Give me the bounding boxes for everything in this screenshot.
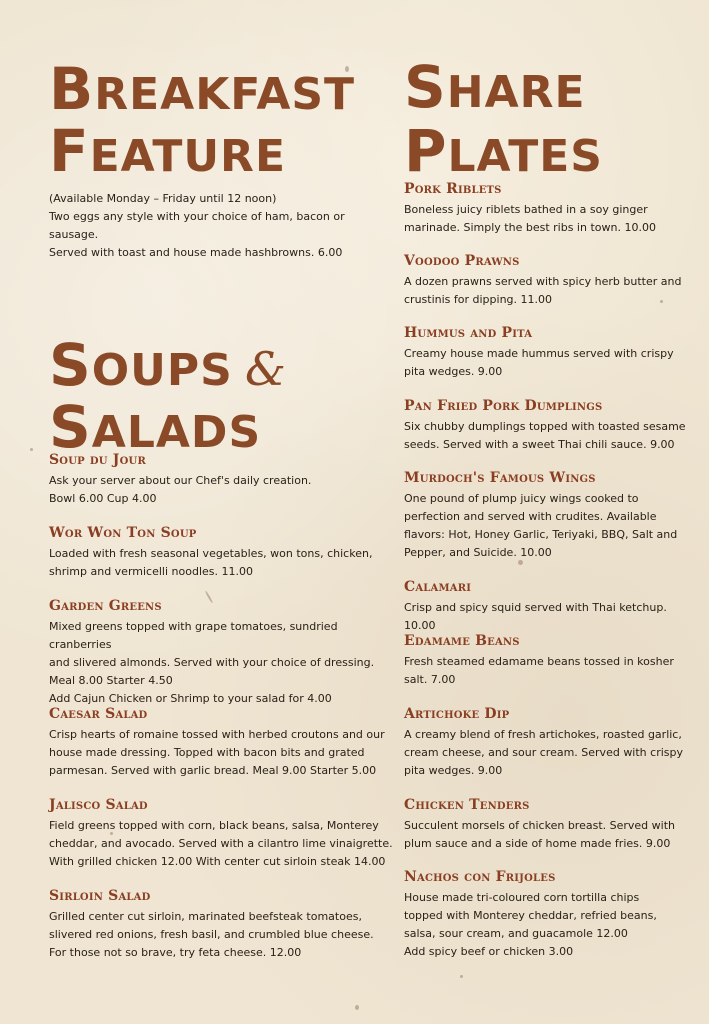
- menu-item-name: Pan Fried Pork Dumplings: [404, 398, 603, 414]
- menu-item-desc: Six chubby dumplings topped with toasted sesame seeds. Served with a sweet Thai chili sauce. 9.00: [404, 420, 686, 451]
- share-item: [404, 253, 694, 309]
- menu-item-name: Caesar Salad: [49, 706, 148, 722]
- share-item: [404, 470, 694, 562]
- menu-item-name: Edamame Beans: [404, 633, 520, 649]
- share-item: [404, 706, 694, 780]
- soup-item: [49, 452, 394, 508]
- menu-item-name: Nachos con Frijoles: [404, 869, 556, 885]
- menu-item-name: Artichoke Dip: [404, 706, 510, 722]
- menu-item-desc: Field greens topped with corn, black beans, salsa, Monterey cheddar, and avocado. Served with a cilantro lime vinaigrette. With grilled chicken 12.00 With center cut sirloin steak 14.00: [49, 819, 393, 868]
- menu-item-desc: Loaded with fresh seasonal vegetables, won tons, chicken, shrimp and vermicelli noodles. 11.00: [49, 547, 373, 578]
- menu-item-name: Soup du Jour: [49, 452, 146, 468]
- breakfast-section: [49, 55, 394, 262]
- menu-item-desc: Ask your server about our Chef's daily creation. Bowl 6.00 Cup 4.00: [49, 474, 312, 505]
- paper-speck: [355, 1005, 359, 1010]
- share-item: [404, 181, 694, 237]
- menu-item-desc: Grilled center cut sirloin, marinated beefsteak tomatoes, slivered red onions, fresh basil, and crumbled blue cheese. For those not so brave, try feta cheese. 12.00: [49, 910, 374, 959]
- menu-item-desc: One pound of plump juicy wings cooked to perfection and served with crudites. Available flavors: Hot, Honey Garlic, Teriyaki, BBQ, Salt and Pepper, and Suicide. 10.00: [404, 492, 678, 559]
- breakfast-title: BREAKFAST FEATURE: [49, 55, 356, 185]
- menu-item-name: Wor Won Ton Soup: [49, 525, 197, 541]
- menu-item-name: Murdoch's Famous Wings: [404, 470, 596, 486]
- menu-item-desc: Mixed greens topped with grape tomatoes, sundried cranberries and slivered almonds. Served with your choice of dressing. Meal 8.00 Starter 4.50 Add Cajun Chicken or Shrimp to your salad for 4.00: [49, 620, 375, 705]
- salad-item: [49, 598, 394, 708]
- share-item: [404, 869, 694, 961]
- share-plates-title: SHARE PLATES: [404, 53, 603, 185]
- menu-item-desc: Succulent morsels of chicken breast. Served with plum sauce and a side of home made fries. 9.00: [404, 819, 675, 850]
- menu-item-name: Calamari: [404, 579, 472, 595]
- paper-speck: [30, 448, 33, 451]
- menu-item-name: Pork Riblets: [404, 181, 502, 197]
- menu-item-desc: Crisp and spicy squid served with Thai ketchup. 10.00: [404, 601, 667, 632]
- menu-item-desc: Fresh steamed edamame beans tossed in kosher salt. 7.00: [404, 655, 674, 686]
- share-plates-section: [404, 53, 684, 185]
- menu-item-name: Hummus and Pita: [404, 325, 533, 341]
- breakfast-description: Two eggs any style with your choice of ham, bacon or sausage. Served with toast and house made hashbrowns. 6.00: [49, 210, 345, 259]
- menu-item-name: Chicken Tenders: [404, 797, 530, 813]
- paper-speck: [460, 975, 463, 978]
- salad-item: [49, 888, 394, 962]
- menu-item-desc: Creamy house made hummus served with crispy pita wedges. 9.00: [404, 347, 674, 378]
- menu-item-name: Voodoo Prawns: [404, 253, 520, 269]
- menu-item-name: Garden Greens: [49, 598, 162, 614]
- share-item: [404, 325, 694, 381]
- soups-salads-title: SOUPS & SALADS: [49, 331, 287, 461]
- menu-item-name: Jalisco Salad: [49, 797, 148, 813]
- soup-item: [49, 525, 394, 581]
- menu-item-desc: House made tri-coloured corn tortilla chips topped with Monterey cheddar, refried beans, salsa, sour cream, and guacamole 12.00 Add spicy beef or chicken 3.00: [404, 891, 657, 958]
- menu-item-name: Sirloin Salad: [49, 888, 151, 904]
- share-item: [404, 398, 694, 454]
- salad-item: [49, 797, 394, 871]
- share-item: [404, 579, 699, 635]
- menu-item-desc: Crisp hearts of romaine tossed with herbed croutons and our house made dressing. Topped with bacon bits and grated parmesan. Served with garlic bread. Meal 9.00 Starter 5.00: [49, 728, 385, 777]
- menu-item-desc: Boneless juicy riblets bathed in a soy ginger marinade. Simply the best ribs in town. 10.00: [404, 203, 656, 234]
- menu-item-desc: A creamy blend of fresh artichokes, roasted garlic, cream cheese, and sour cream. Served with crispy pita wedges. 9.00: [404, 728, 683, 777]
- breakfast-availability: (Available Monday – Friday until 12 noon): [49, 192, 277, 205]
- share-item: [404, 797, 694, 853]
- share-item: [404, 633, 694, 689]
- salad-item: [49, 706, 394, 780]
- menu-item-desc: A dozen prawns served with spicy herb butter and crustinis for dipping. 11.00: [404, 275, 682, 306]
